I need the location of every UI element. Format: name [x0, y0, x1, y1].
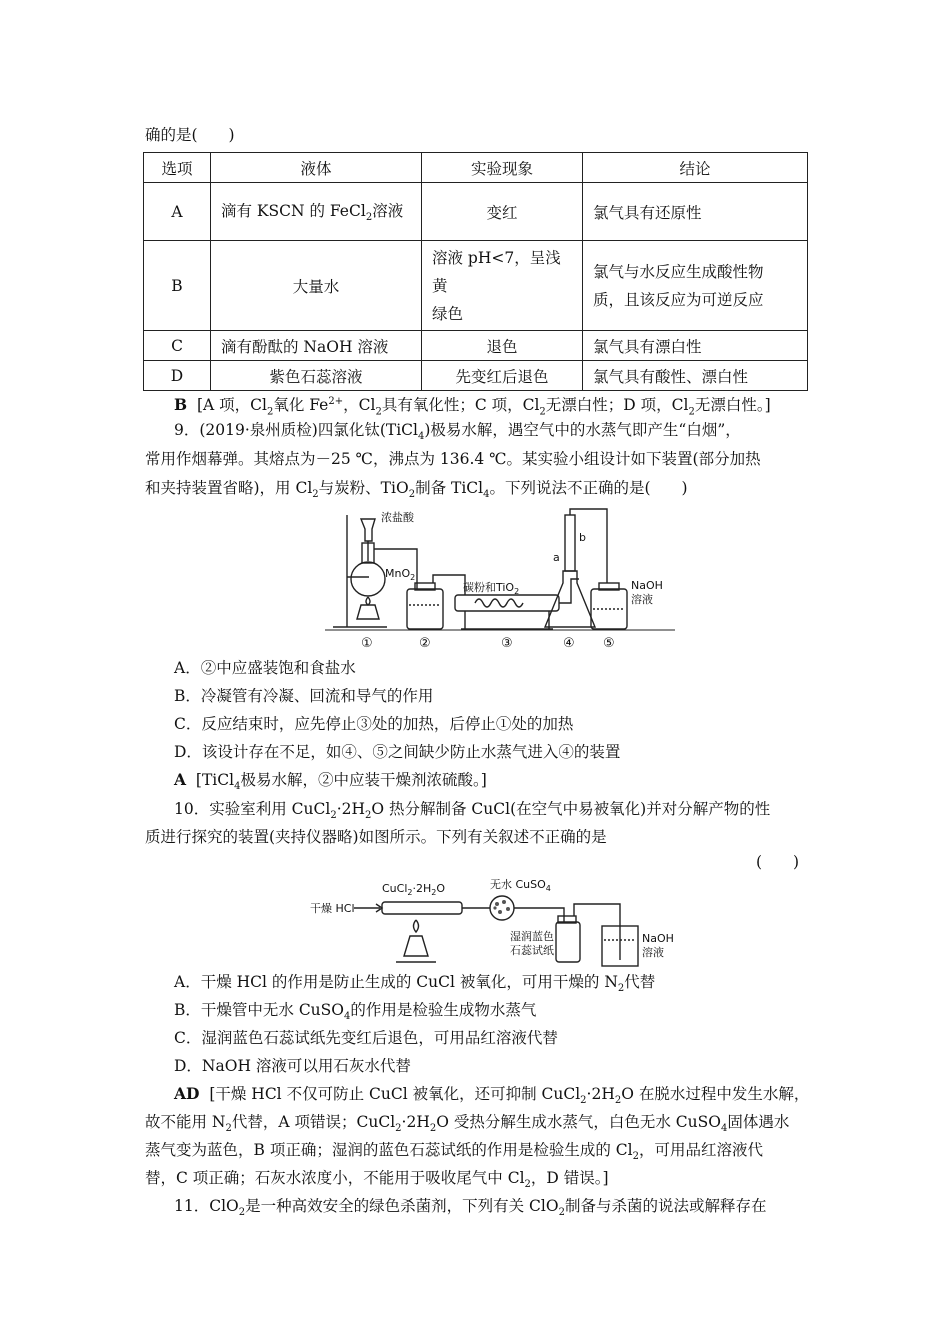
q9-option-c: C．反应结束时，应先停止③处的加热，后停止①处的加热	[174, 715, 574, 733]
label-num-3: ③	[501, 636, 513, 651]
q9-apparatus-figure	[325, 505, 675, 651]
q9-text: 。下列说法不正确的是( )	[489, 479, 688, 497]
wash-bottle-2	[407, 589, 443, 629]
table-row	[144, 183, 808, 241]
table-row	[144, 241, 808, 331]
label-naoh-solution: 溶液	[631, 593, 653, 606]
q10-answer-text: 蒸气变为蓝色，B 项正确；湿润的蓝色石蕊试纸的作用是检验生成的 Cl	[145, 1141, 633, 1159]
q9-text: 和夹持装置省略)，用 Cl	[145, 479, 313, 497]
label-litmus-line2: 石蕊试纸	[510, 944, 554, 957]
q8-answer-sub: 2	[266, 406, 274, 418]
q9-answer	[174, 770, 487, 797]
row-b-phenomenon	[422, 241, 583, 331]
table-row	[144, 361, 808, 391]
q8-answer-sub: 2	[539, 406, 546, 418]
q10-answer-line2	[145, 1112, 789, 1139]
q10-answer-sub: 2	[632, 1151, 639, 1163]
q8-answer-sub: 2	[375, 406, 382, 418]
label-cucl2	[382, 882, 445, 897]
label-carbon-text: 碳粉和TiO	[463, 581, 515, 594]
q10-opt-text: 代替	[624, 973, 656, 991]
alcohol-lamp	[404, 936, 428, 956]
header-conclusion: 结论	[583, 153, 808, 183]
label-naoh-solution: 溶液	[642, 946, 664, 959]
q10-answer-text: ，D 错误。]	[530, 1169, 609, 1187]
row-b-concl-line2: 质，且该反应为可逆反应	[593, 290, 764, 309]
granule	[493, 906, 496, 909]
granule	[495, 902, 499, 906]
table-row	[144, 331, 808, 361]
q9-answer-text: 极易水解，②中应装干燥剂浓硫酸。]	[240, 771, 487, 789]
label-mno2-text: MnO	[385, 567, 411, 580]
q10-opt-text: A．干燥 HCl 的作用是防止生成的 CuCl 被氧化，可用干燥的 N	[174, 973, 618, 991]
q9-sub: 2	[408, 489, 416, 501]
exhaust-tube	[574, 904, 620, 960]
q10-text: O 热分解制备 CuCl(在空气中易被氧化)并对分解产物的性	[371, 800, 771, 818]
flame	[414, 920, 419, 932]
q9-stem-line3	[145, 478, 688, 505]
q9-option-b: B．冷凝管有冷凝、回流和导气的作用	[174, 687, 434, 705]
q10-opt-sub: 2	[617, 983, 625, 995]
row-a-phenomenon: 变红	[422, 183, 583, 241]
row-b-option: B	[144, 241, 211, 331]
label-num-2: ②	[419, 636, 431, 651]
q10-answer-sub: 2	[429, 1123, 437, 1135]
label-naoh: NaOH	[631, 579, 663, 592]
label-mno2-sub: 2	[410, 573, 416, 582]
q8-answer	[174, 392, 771, 422]
label-cuso4-text: 无水 CuSO	[490, 878, 546, 891]
delivery-tube-2	[433, 575, 465, 595]
row-b-concl-line1: 氯气与水反应生成酸性物	[593, 262, 764, 281]
q10-answer-text: ，可用品红溶液代	[638, 1141, 763, 1159]
alcohol-lamp	[357, 605, 379, 619]
label-cuso4	[490, 877, 551, 893]
q10-answer-text: 固体遇水	[727, 1113, 790, 1131]
label-b: b	[579, 531, 586, 544]
q9-option-a: A．②中应盛装饱和食盐水	[174, 659, 356, 677]
q10-opt-text: 的作用是检验生成物水蒸气	[350, 1001, 537, 1019]
q10-answer-line3	[145, 1140, 763, 1167]
q10-option-b	[174, 1000, 536, 1027]
header-phenomenon: 实验现象	[422, 153, 583, 183]
q10-option-a	[174, 972, 655, 999]
row-c-liquid: 滴有酚酞的 NaOH 溶液	[211, 331, 422, 361]
cuso4-granules	[493, 900, 510, 914]
q8-answer-part: 无漂白性；D 项，Cl	[545, 396, 689, 415]
q10-apparatus-figure	[310, 876, 682, 972]
row-a-liquid-text2: 溶液	[372, 202, 404, 221]
q9-option-d: D．该设计存在不足，如④、⑤之间缺少防止水蒸气进入④的装置	[174, 743, 621, 761]
q10-answer-sub: 2	[395, 1123, 402, 1135]
q10-answer-line4	[145, 1168, 609, 1195]
label-dry-hcl: 干燥 HCl	[310, 902, 355, 915]
conical-flask-4	[545, 571, 595, 627]
q10-opt-sub: 4	[344, 1011, 351, 1023]
label-cucl2-text2: ·2H	[412, 882, 432, 895]
q8-answer-part: 具有氧化性；C 项，Cl	[381, 396, 540, 415]
row-d-conclusion: 氯气具有酸性、漂白性	[583, 361, 808, 391]
delivery-tube-3	[559, 579, 579, 603]
header-option: 选项	[144, 153, 211, 183]
q9-text: 制备 TiCl	[415, 479, 484, 497]
q11-text: 制备与杀菌的说法或解释存在	[564, 1197, 767, 1215]
q10-answer-sub: 2	[580, 1095, 587, 1107]
row-c-phenomenon: 退色	[422, 331, 583, 361]
label-a: a	[553, 551, 560, 564]
flame	[366, 597, 370, 605]
delivery-tube	[514, 908, 564, 922]
granule	[506, 907, 510, 911]
reaction-tube	[382, 902, 462, 914]
q9-answer-letter: A	[174, 770, 187, 789]
q9-text: )极易水解，遇空气中的水蒸气即产生“白烟”，	[424, 421, 741, 439]
q10-answer-text: [干燥 HCl 不仅可防止 CuCl 被氧化，还可抑制 CuCl	[209, 1085, 581, 1103]
label-naoh: NaOH	[642, 932, 674, 945]
label-litmus-line1: 湿润蓝色	[510, 930, 554, 943]
q10-answer-bracket: ( )	[756, 853, 800, 871]
q10-text: 10．实验室利用 CuCl	[174, 800, 331, 818]
label-cuso4-sub: 4	[545, 884, 551, 893]
q10-text: ·2H	[336, 800, 365, 818]
q11-stem-line1	[174, 1196, 766, 1223]
q9-sub: 2	[312, 489, 319, 501]
q8-answer-sup: 2+	[328, 396, 344, 407]
row-d-option: D	[144, 361, 211, 391]
q10-answer-text: O 受热分解生成水蒸气，白色无水 CuSO	[436, 1113, 721, 1131]
q9-stem-line2: 常用作烟幕弹。其熔点为－25 ℃，沸点为 136.4 ℃。某实验小组设计如下装置(部分加热	[145, 450, 761, 468]
q10-answer-sub: 2	[524, 1179, 531, 1191]
q10-answer-text: ·2H	[586, 1085, 615, 1103]
label-carbon-tio2	[463, 580, 519, 596]
dropping-funnel	[361, 519, 375, 541]
row-b-phen-line2: 绿色	[432, 304, 464, 323]
q10-answer-line1	[174, 1084, 809, 1111]
q11-sub: 2	[558, 1207, 565, 1219]
label-cucl2-sub: 2	[407, 888, 413, 897]
row-a-liquid-text: 滴有 KSCN 的 FeCl	[221, 202, 366, 221]
condenser	[565, 515, 575, 571]
label-conc-hcl: 浓盐酸	[381, 511, 414, 524]
q8-answer-letter: B	[174, 395, 188, 415]
label-mno2	[385, 567, 415, 582]
q8-intro: 确的是( )	[145, 126, 235, 144]
q9-stem-line1	[174, 420, 741, 447]
q9-answer-text: [TiCl	[195, 771, 235, 789]
q10-answer-sub: 4	[720, 1123, 728, 1135]
label-cucl2-sub2: 2	[431, 888, 437, 897]
row-a-liquid-sub: 2	[365, 212, 373, 224]
label-num-4: ④	[563, 636, 575, 651]
q10-stem-line2: 质进行探究的装置(夹持仪器略)如图所示。下列有关叙述不正确的是	[145, 828, 607, 846]
q11-text: 是一种高效安全的绿色杀菌剂，下列有关 ClO	[245, 1197, 559, 1215]
q9-text: 9．(2019·泉州质检)四氯化钛(TiCl	[174, 421, 418, 439]
q10-answer-text: 替，C 项正确；石灰水浓度小，不能用于吸收尾气中 Cl	[145, 1169, 525, 1187]
q10-stem-line1	[174, 799, 770, 826]
q8-answer-part: 无漂白性。]	[694, 396, 771, 415]
q10-sub: 2	[330, 810, 337, 822]
q9-answer-sub: 4	[234, 781, 241, 793]
row-a-option: A	[144, 183, 211, 241]
granule	[502, 900, 506, 904]
q10-answer-sub: 2	[614, 1095, 622, 1107]
row-c-conclusion: 氯气具有漂白性	[583, 331, 808, 361]
row-b-liquid: 大量水	[211, 241, 422, 331]
row-b-phen-line1: 溶液 pH<7，呈浅黄	[432, 248, 561, 295]
q10-answer-letter: AD	[174, 1084, 200, 1103]
q8-answer-part: [A 项，Cl	[196, 396, 267, 415]
round-flask	[351, 562, 385, 596]
q8-table	[143, 152, 808, 391]
q11-text: 11．ClO	[174, 1197, 239, 1215]
row-b-conclusion	[583, 241, 808, 331]
row-c-option: C	[144, 331, 211, 361]
q10-answer-text: ·2H	[401, 1113, 430, 1131]
table-header-row	[144, 153, 808, 183]
q9-text: 与炭粉、TiO	[318, 479, 409, 497]
label-cucl2-text: CuCl	[382, 882, 408, 895]
heating-coil	[475, 599, 523, 607]
q8-answer-sub: 2	[688, 406, 695, 418]
label-num-1: ①	[361, 636, 373, 651]
q10-option-c: C．湿润蓝色石蕊试纸先变红后退色，可用品红溶液代替	[174, 1029, 558, 1047]
q10-answer-text: O 在脱水过程中发生水解，	[621, 1085, 810, 1103]
q10-sub: 2	[365, 810, 372, 822]
q8-answer-part: 氧化 Fe	[273, 396, 329, 415]
q11-sub: 2	[238, 1207, 246, 1219]
row-d-liquid: 紫色石蕊溶液	[211, 361, 422, 391]
granule	[498, 910, 502, 914]
q10-option-d: D．NaOH 溶液可以用石灰水代替	[174, 1057, 411, 1075]
row-d-phenomenon: 先变红后退色	[422, 361, 583, 391]
row-a-conclusion: 氯气具有还原性	[583, 183, 808, 241]
row-a-liquid	[211, 183, 422, 241]
q9-sub: 4	[483, 489, 490, 501]
q10-answer-text: 故不能用 N	[145, 1113, 226, 1131]
q10-opt-text: B．干燥管中无水 CuSO	[174, 1001, 344, 1019]
label-carbon-sub: 2	[514, 587, 520, 596]
q10-answer-text: 代替，A 项错误；CuCl	[231, 1113, 396, 1131]
q9-sub: 4	[418, 431, 425, 443]
q8-answer-part: ，Cl	[343, 396, 376, 415]
header-liquid: 液体	[211, 153, 422, 183]
label-cucl2-text3: O	[436, 882, 446, 895]
q10-answer-sub: 2	[225, 1123, 232, 1135]
label-num-5: ⑤	[603, 636, 615, 651]
test-bottle	[556, 922, 580, 962]
